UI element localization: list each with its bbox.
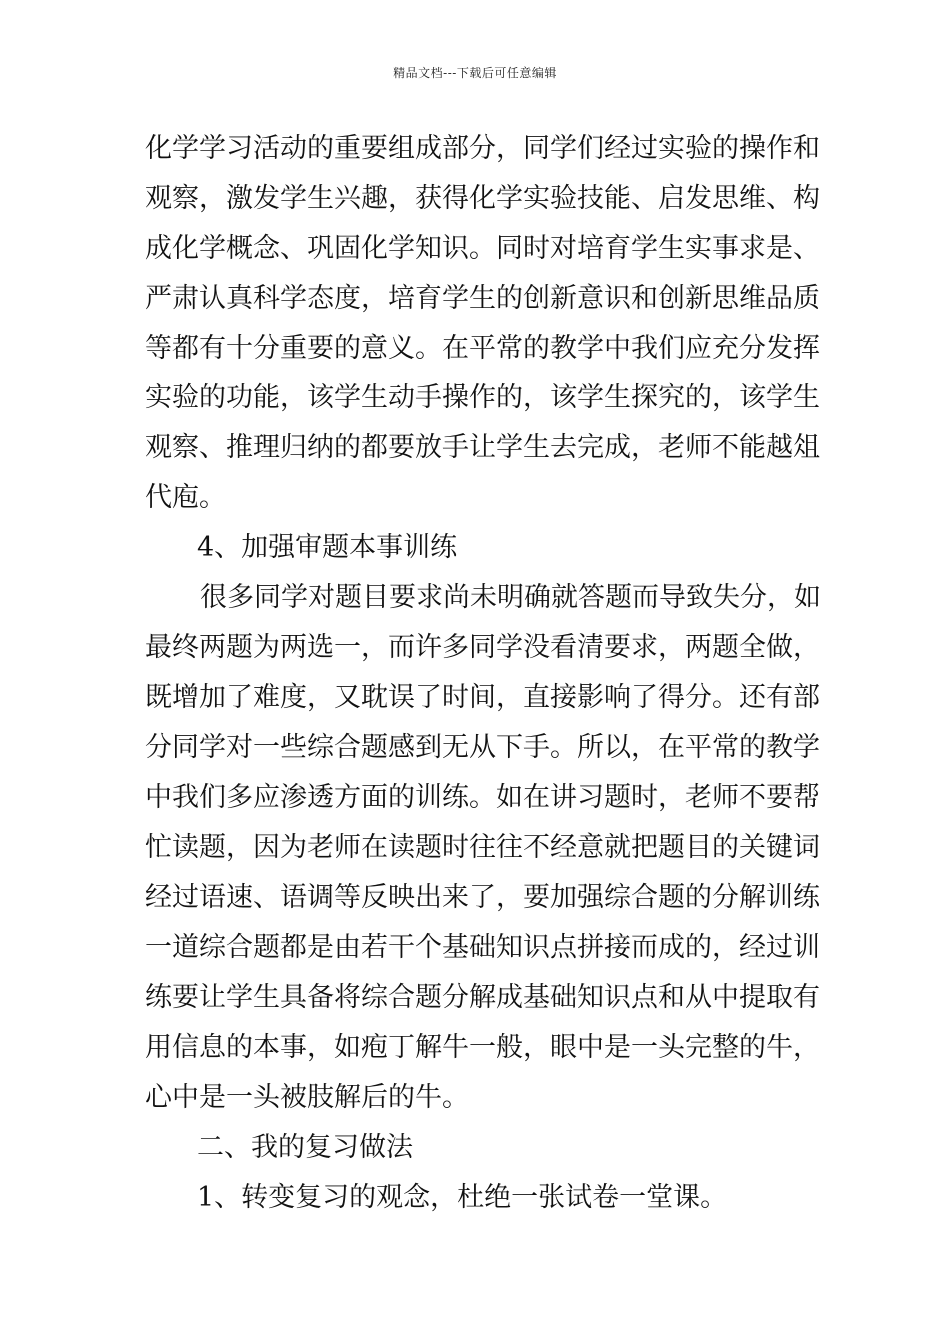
paragraph-line: 成化学概念、巩固化学知识。同时对培育学生实事求是、: [145, 233, 820, 264]
section-heading: 二、我的复习做法: [197, 1132, 413, 1163]
paragraph-line: 代庖。: [145, 482, 226, 513]
paragraph-line: 实验的功能，该学生动手操作的，该学生探究的，该学生: [145, 382, 820, 413]
paragraph-line: 观察，激发学生兴趣，获得化学实验技能、启发思维、构: [145, 183, 820, 214]
paragraph-line: 一道综合题都是由若干个基础知识点拼接而成的，经过训: [145, 932, 820, 963]
paragraph-line: 忙读题，因为老师在读题时往往不经意就把题目的关键词: [145, 832, 820, 863]
paragraph-line: 练要让学生具备将综合题分解成基础知识点和从中提取有: [145, 982, 820, 1013]
paragraph-line: 最终两题为两选一，而许多同学没看清要求，两题全做，: [145, 632, 820, 663]
paragraph-line: 心中是一头被肢解后的牛。: [145, 1082, 469, 1113]
paragraph-line: 既增加了难度，又耽误了时间，直接影响了得分。还有部: [145, 682, 820, 713]
paragraph-line: 很多同学对题目要求尚未明确就答题而导致失分，如: [200, 582, 821, 613]
page-header: 精品文档---下载后可任意编辑: [393, 66, 557, 80]
section-heading: 4、加强审题本事训练: [197, 532, 458, 563]
paragraph-line: 用信息的本事，如疱丁解牛一般，眼中是一头完整的牛，: [145, 1032, 820, 1063]
paragraph-line: 化学学习活动的重要组成部分，同学们经过实验的操作和: [145, 133, 820, 164]
section-heading: 1、转变复习的观念，杜绝一张试卷一堂课。: [197, 1182, 728, 1213]
paragraph-line: 分同学对一些综合题感到无从下手。所以，在平常的教学: [145, 732, 820, 763]
paragraph-line: 观察、推理归纳的都要放手让学生去完成，老师不能越俎: [145, 432, 820, 463]
paragraph-line: 严肃认真科学态度，培育学生的创新意识和创新思维品质: [145, 283, 820, 314]
paragraph-line: 经过语速、语调等反映出来了，要加强综合题的分解训练: [145, 882, 820, 913]
paragraph-line: 等都有十分重要的意义。在平常的教学中我们应充分发挥: [145, 333, 820, 364]
paragraph-line: 中我们多应渗透方面的训练。如在讲习题时，老师不要帮: [145, 782, 820, 813]
